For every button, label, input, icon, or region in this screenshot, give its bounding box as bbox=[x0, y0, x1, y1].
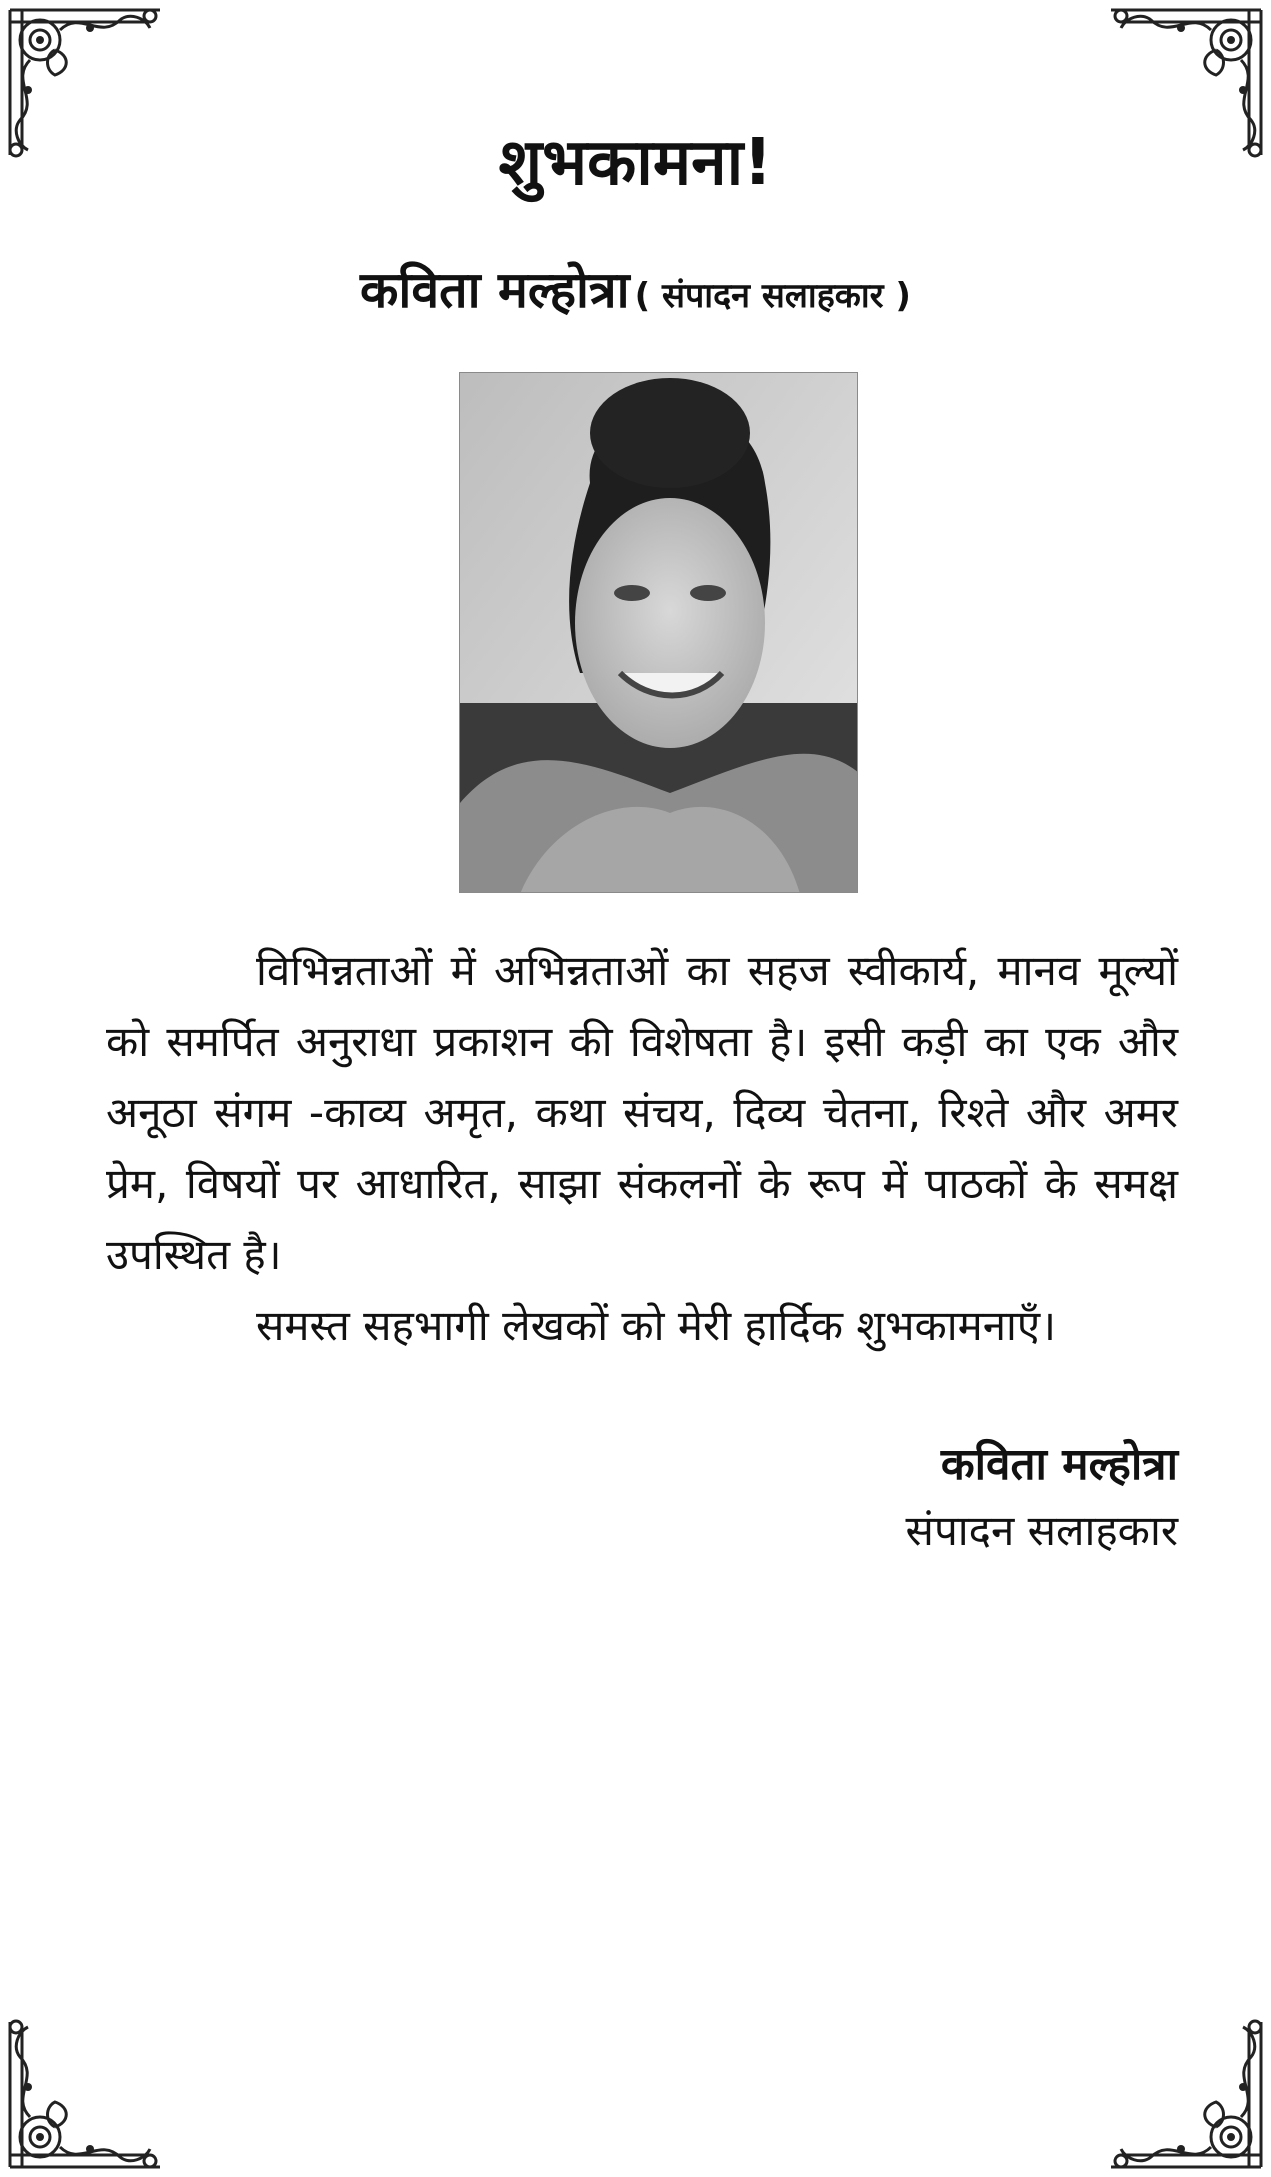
author-name: कविता मल्होत्रा bbox=[360, 261, 630, 319]
message-paragraph: समस्त सहभागी लेखकों को मेरी हार्दिक शुभकामनाएँ। bbox=[256, 1301, 1057, 1350]
author-photo bbox=[459, 372, 858, 893]
signature-block bbox=[906, 1430, 1178, 1562]
floral-corner-ornament-icon bbox=[1101, 2012, 1271, 2177]
portrait-photo-icon bbox=[460, 373, 858, 893]
signature-name: कविता मल्होत्रा bbox=[940, 1439, 1178, 1490]
page-title: शुभकामना! bbox=[498, 126, 773, 200]
author-role: ( संपादन सलाहकार ) bbox=[634, 276, 911, 316]
message-body bbox=[106, 935, 1178, 1361]
author-heading bbox=[0, 255, 1271, 337]
floral-corner-ornament-icon bbox=[0, 2012, 170, 2177]
signature-role: संपादन सलाहकार bbox=[905, 1506, 1178, 1555]
message-paragraph: विभिन्नताओं में अभिन्नताओं का सहज स्वीकार्य, मानव मूल्यों को समर्पित अनुराधा प्रकाशन की विशेषता है। इसी कड़ी का एक और अनूठा संगम -काव्य अमृत, कथा संचय, दिव्य चेतना, रिश्ते और अमर प्रेम, विषयों पर आधारित, साझा संकलनों के रूप में पाठकों के समक्ष उपस्थित है। bbox=[106, 946, 1178, 1279]
